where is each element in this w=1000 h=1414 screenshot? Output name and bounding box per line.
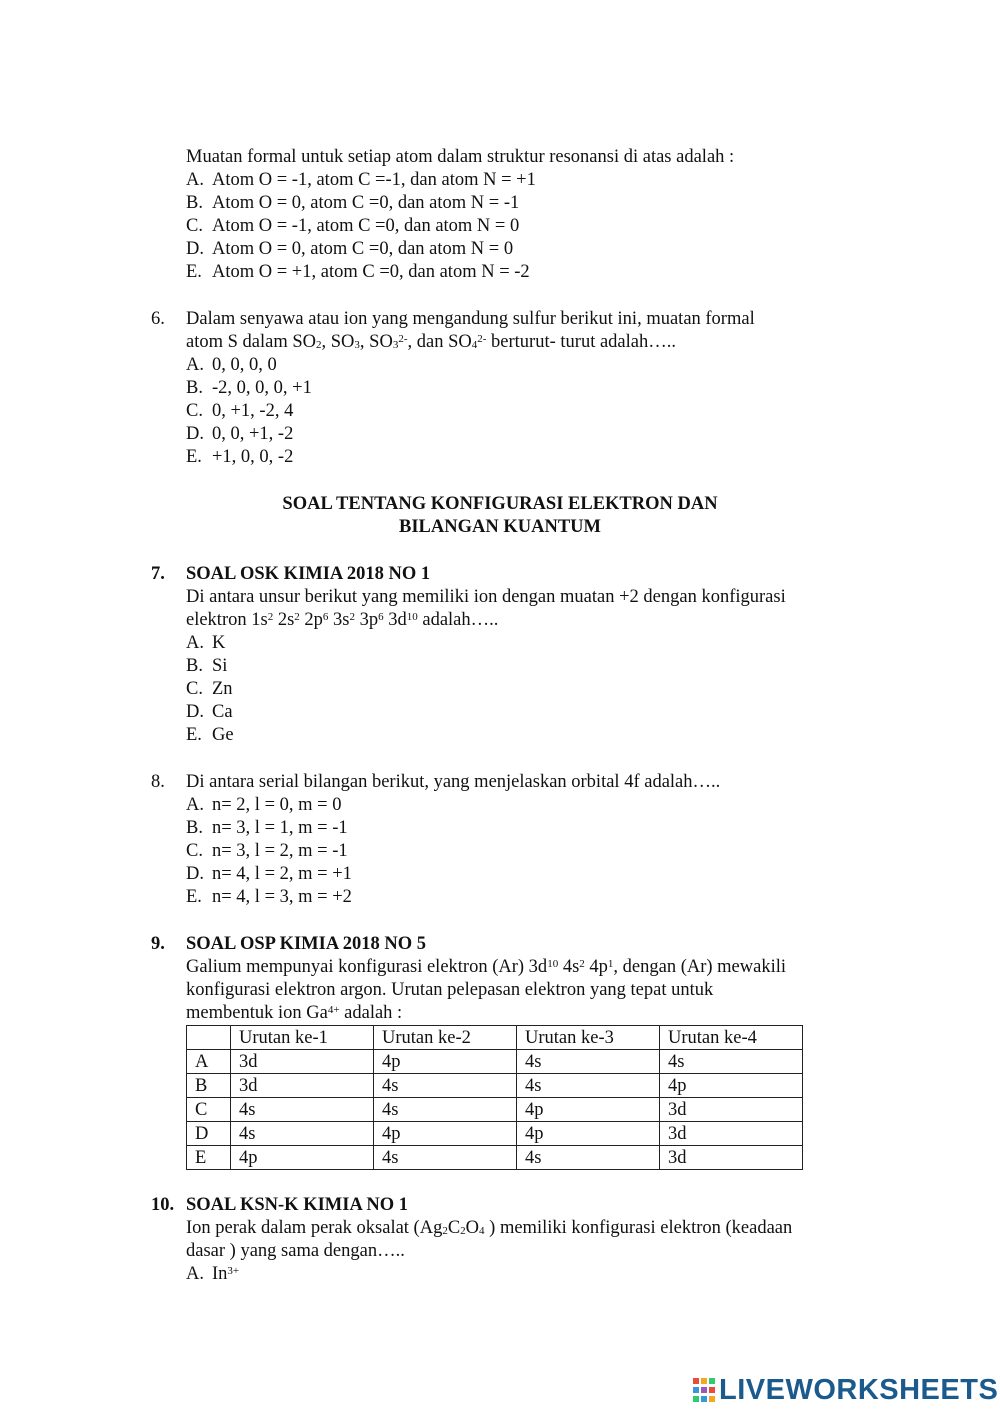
q6-number: 6. — [151, 309, 165, 329]
table-header-row — [187, 1026, 803, 1050]
q8-option-e[interactable]: E. n= 4, l = 3, m = +2 — [186, 887, 352, 907]
section-heading-line1: SOAL TENTANG KONFIGURASI ELEKTRON DAN — [282, 494, 718, 514]
q9-question-line1: Galium mempunyai konfigurasi elektron (Ar) $3d^{10}$ $4s^2$ $4p^1$, dengan (Ar) mewakili — [186, 957, 786, 977]
table-cell: D — [187, 1122, 231, 1146]
table-cell: 4p — [374, 1050, 517, 1074]
q8-option-b[interactable]: B. n= 3, l = 1, m = -1 — [186, 818, 348, 838]
brand-name: LIVEWORKSHEETS — [719, 1374, 999, 1406]
q8-option-a[interactable]: A. n= 2, l = 0, m = 0 — [186, 795, 342, 815]
liveworksheets-logo[interactable] — [693, 1375, 998, 1405]
q5-option-a[interactable]: A. Atom O = -1, atom C =-1, dan atom N = +1 — [186, 170, 536, 190]
table-cell: 3d — [660, 1146, 803, 1170]
q9-title: SOAL OSP KIMIA 2018 NO 5 — [186, 934, 427, 954]
table-cell: 3d — [660, 1122, 803, 1146]
table-cell: A — [187, 1050, 231, 1074]
q9-number: 9. — [151, 934, 165, 954]
q6-option-a[interactable]: A. 0, 0, 0, 0 — [186, 355, 277, 375]
section-heading-line2: BILANGAN KUANTUM — [399, 517, 601, 537]
table-cell: B — [187, 1074, 231, 1098]
table-cell: 4s — [374, 1098, 517, 1122]
q9-question-line3: membentuk ion $Ga^{4+}$ adalah : — [186, 1003, 403, 1023]
table-row[interactable] — [187, 1074, 803, 1098]
table-row[interactable] — [187, 1146, 803, 1170]
q7-question-line2: elektron $1s^2$ $2s^2$ $2p^6$ $3s^2$ $3p^6$ $3d^{10}$ adalah….. — [186, 610, 499, 630]
q5-option-b[interactable]: B. Atom O = 0, atom C =0, dan atom N = -1 — [186, 193, 520, 213]
table-row[interactable] — [187, 1122, 803, 1146]
q9-answer-table — [186, 1025, 803, 1170]
table-cell: 4p — [517, 1122, 660, 1146]
q7-question-line1: Di antara unsur berikut yang memiliki ion dengan muatan +2 dengan konfigurasi — [186, 587, 786, 607]
table-cell: 4p — [231, 1146, 374, 1170]
q7-number: 7. — [151, 564, 165, 584]
q7-option-a[interactable]: A. K — [186, 633, 226, 653]
q6-option-e[interactable]: E. +1, 0, 0, -2 — [186, 447, 294, 467]
liveworksheets-grid-icon — [693, 1378, 715, 1402]
q10-option-a[interactable]: A. $In^{3+}$ — [186, 1264, 240, 1284]
q7-option-d[interactable]: D. Ca — [186, 702, 233, 722]
q6-option-d[interactable]: D. 0, 0, +1, -2 — [186, 424, 294, 444]
q8-question-line1: Di antara serial bilangan berikut, yang menjelaskan orbital 4f adalah….. — [186, 772, 721, 792]
table-cell: E — [187, 1146, 231, 1170]
table-row[interactable] — [187, 1050, 803, 1074]
q8-number: 8. — [151, 772, 165, 792]
table-cell: 4s — [517, 1146, 660, 1170]
table-cell: 4s — [231, 1122, 374, 1146]
table-cell: 4p — [660, 1074, 803, 1098]
table-cell: 4s — [517, 1074, 660, 1098]
q6-question-line2: atom S dalam $SO_2$, $SO_3$, $SO_3^{2-}$, dan $SO_4^{2-}$ berturut- turut adalah….. — [186, 332, 676, 352]
table-cell: 4p — [374, 1122, 517, 1146]
table-header-cell — [187, 1026, 231, 1050]
table-cell: 3d — [660, 1098, 803, 1122]
q6-question-line1: Dalam senyawa atau ion yang mengandung sulfur berikut ini, muatan formal — [186, 309, 755, 329]
table-header-cell: Urutan ke-2 — [374, 1026, 517, 1050]
q10-number: 10. — [151, 1195, 175, 1215]
table-header-cell: Urutan ke-4 — [660, 1026, 803, 1050]
q8-option-d[interactable]: D. n= 4, l = 2, m = +1 — [186, 864, 352, 884]
q6-option-c[interactable]: C. 0, +1, -2, 4 — [186, 401, 294, 421]
q10-question-line2: dasar ) yang sama dengan….. — [186, 1241, 405, 1261]
table-cell: 4s — [660, 1050, 803, 1074]
q7-option-e[interactable]: E. Ge — [186, 725, 234, 745]
table-cell: 4s — [374, 1146, 517, 1170]
q7-option-b[interactable]: B. Si — [186, 656, 228, 676]
q5-intro: Muatan formal untuk setiap atom dalam struktur resonansi di atas adalah : — [186, 147, 735, 167]
table-cell: 3d — [231, 1074, 374, 1098]
table-header-cell: Urutan ke-3 — [517, 1026, 660, 1050]
q5-option-c[interactable]: C. Atom O = -1, atom C =0, dan atom N = 0 — [186, 216, 520, 236]
q10-question-line1: Ion perak dalam perak oksalat ($Ag_2C_2O_4$ ) memiliki konfigurasi elektron (keadaan — [186, 1218, 793, 1238]
q6-option-b[interactable]: B. -2, 0, 0, 0, +1 — [186, 378, 312, 398]
table-cell: 3d — [231, 1050, 374, 1074]
q5-option-d[interactable]: D. Atom O = 0, atom C =0, dan atom N = 0 — [186, 239, 514, 259]
table-cell: 4s — [517, 1050, 660, 1074]
q10-title: SOAL KSN-K KIMIA NO 1 — [186, 1195, 409, 1215]
q9-question-line2: konfigurasi elektron argon. Urutan pelepasan elektron yang tepat untuk — [186, 980, 714, 1000]
table-header-cell: Urutan ke-1 — [231, 1026, 374, 1050]
q7-option-c[interactable]: C. Zn — [186, 679, 233, 699]
q5-option-e[interactable]: E. Atom O = +1, atom C =0, dan atom N = -2 — [186, 262, 530, 282]
q7-title: SOAL OSK KIMIA 2018 NO 1 — [186, 564, 431, 584]
table-row[interactable] — [187, 1098, 803, 1122]
table-cell: 4p — [517, 1098, 660, 1122]
q8-option-c[interactable]: C. n= 3, l = 2, m = -1 — [186, 841, 348, 861]
table-cell: C — [187, 1098, 231, 1122]
table-cell: 4s — [231, 1098, 374, 1122]
table-cell: 4s — [374, 1074, 517, 1098]
